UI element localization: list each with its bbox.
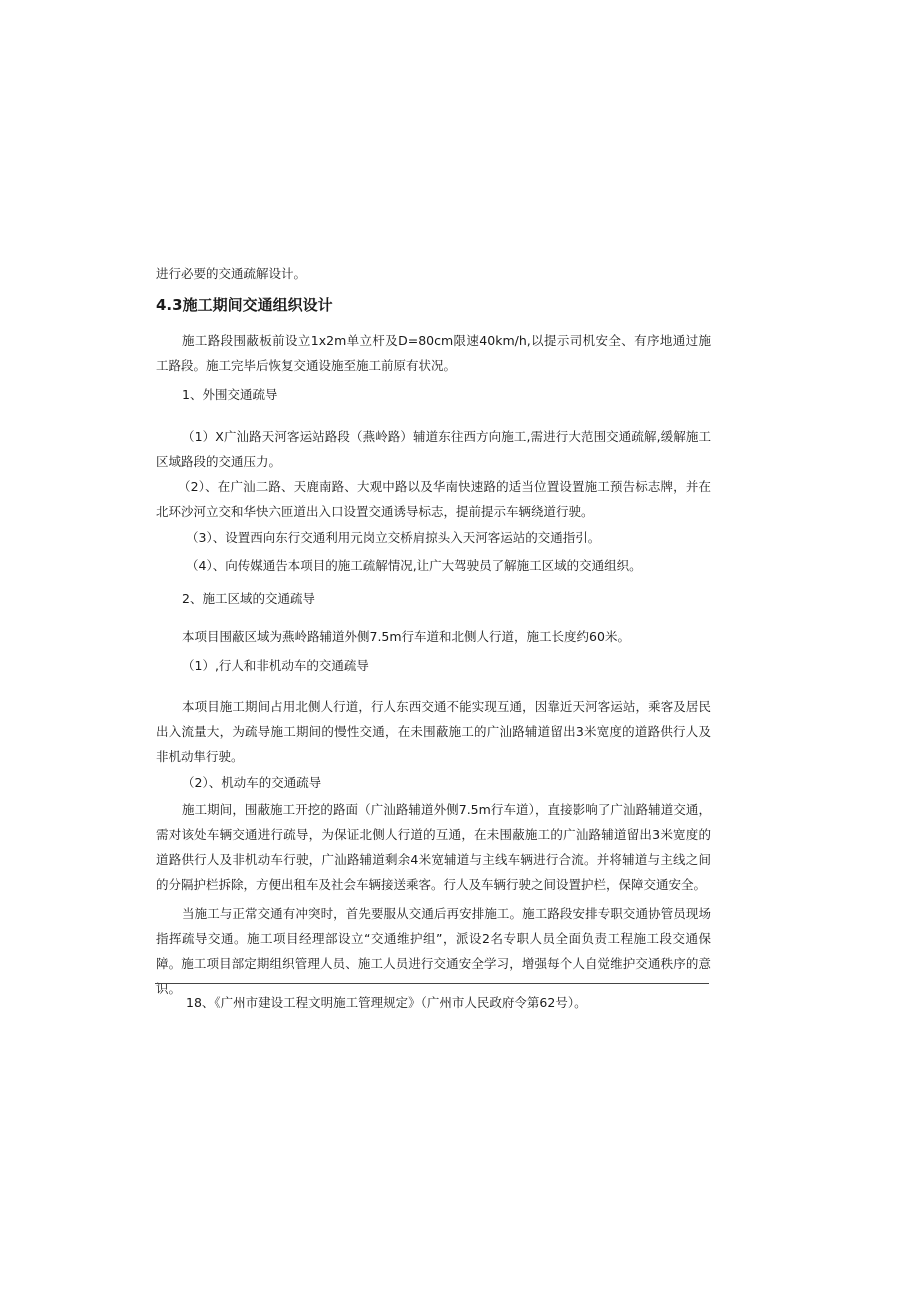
subheading-construction-area: 2、施工区域的交通疏导 <box>182 591 315 606</box>
paragraph-outer-1: （1）X广汕路天河客运站路段（燕岭路）辅道东往西方向施工,需进行大范围交通疏解,缓解施工区域路段的交通压力。 <box>156 429 711 469</box>
intro-line: 进行必要的交通疏解设计。 <box>156 266 307 281</box>
footnote: 18、《广州市建设工程文明施工管理规定》（广州市人民政府令第62号）。 <box>186 995 587 1010</box>
paragraph-outer-3: （3）、设置西向东行交通利用元岗立交桥肩掠头入天河客运站的交通指引。 <box>186 530 601 545</box>
paragraph-outer-2: （2）、在广汕二路、天鹿南路、大观中路以及华南快速路的适当位置设置施工预告标志牌，并在北环沙河立交和华快六匝道出入口设置交通诱导标志，提前提示车辆绕道行驶。 <box>156 479 711 519</box>
section-title: 4.3施工期间交通组织设计 <box>156 296 333 314</box>
paragraph-signage: 施工路段围蔽板前设立1x2m单立杆及D=80cm限速40km/h,以提示司机安全、有序地通过施工路段。施工完毕后恢复交通设施至施工前原有状况。 <box>156 333 711 373</box>
paragraph-enclosure: 本项目围蔽区域为燕岭路辅道外侧7.5m行车道和北侧人行道，施工长度约60米。 <box>182 629 630 644</box>
footnote-divider <box>155 983 709 984</box>
subheading-vehicles: （2）、机动车的交通疏导 <box>182 775 322 790</box>
paragraph-outer-4: （4）、向传媒通告本项目的施工疏解情况,让广大驾驶员了解施工区域的交通组织。 <box>186 558 642 573</box>
subheading-outer-traffic: 1、外围交通疏导 <box>182 387 278 402</box>
paragraph-vehicles: 施工期间，围蔽施工开挖的路面（广汕路辅道外侧7.5m行车道），直接影响了广汕路辅道交通，需对该处车辆交通进行疏导，为保证北侧人行道的互通，在未围蔽施工的广汕路辅道留出3米宽度的道路供行人及非机动车行驶，广汕路辅道剩余4米宽辅道与主线车辆进行合流。并将辅道与主线之间的分隔护栏拆除，方便出租车及社会车辆接送乘客。行人及车辆行驶之间设置护栏，保障交通安全。 <box>156 802 711 892</box>
paragraph-pedestrians: 本项目施工期间占用北侧人行道，行人东西交通不能实现互通，因靠近天河客运站，乘客及居民出入流量大，为疏导施工期间的慢性交通，在未围蔽施工的广汕路辅道留出3米宽度的道路供行人及非机动隼行驶。 <box>156 699 711 764</box>
subheading-pedestrians: （1）,行人和非机动车的交通疏导 <box>182 658 369 673</box>
paragraph-conflict: 当施工与正常交通有冲突时，首先要服从交通后再安排施工。施工路段安排专职交通协管员现场指挥疏导交通。施工项目经理部设立“交通维护组”，派设2名专职人员全面负责工程施工段交通保障。施工项目部定期组织管理人员、施工人员进行交通安全学习，增强每个人自觉维护交通秩序的意识。 <box>156 906 711 996</box>
